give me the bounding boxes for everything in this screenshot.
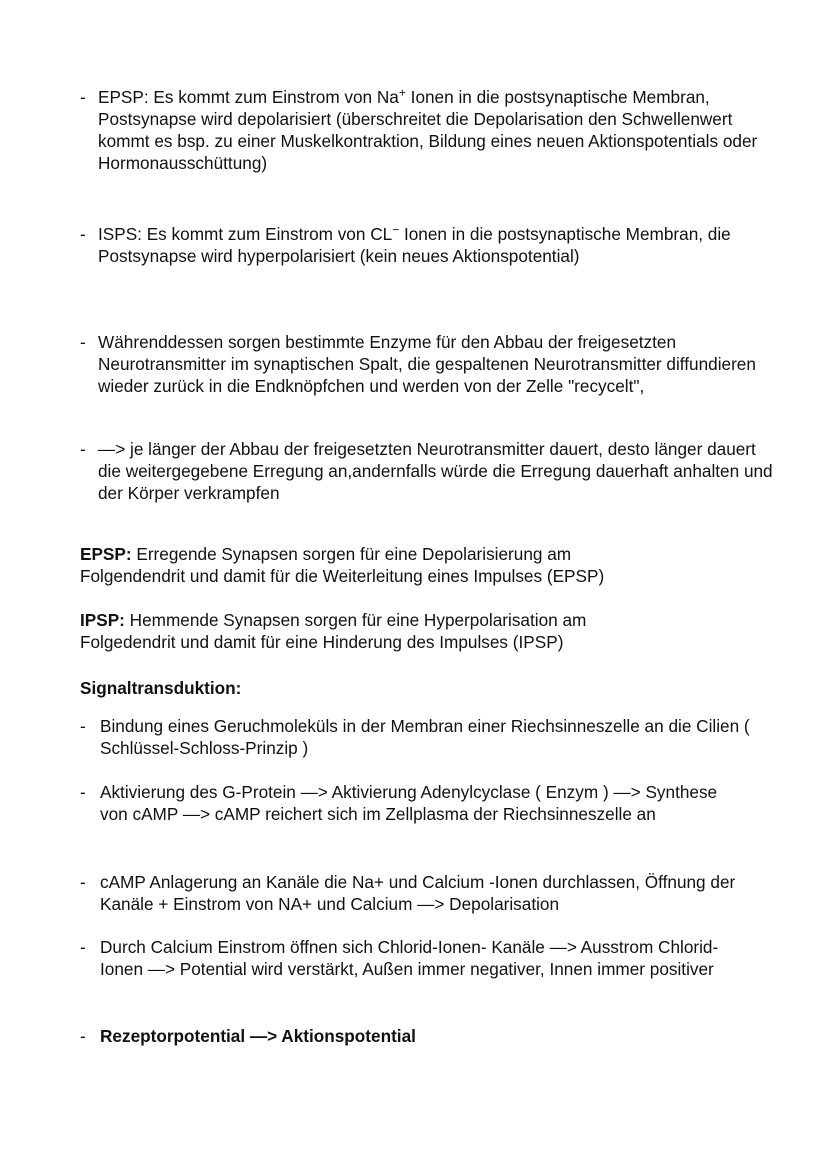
superscript-plus: + <box>398 85 406 100</box>
definition-term: EPSP: <box>80 544 132 564</box>
bullet-isps-einstrom <box>80 223 780 267</box>
bullet-text: Rezeptorpotential —> Aktionspotential <box>100 1026 416 1046</box>
bullet-dash: - <box>80 716 86 736</box>
bullet-dash: - <box>80 872 86 892</box>
superscript-minus: − <box>392 222 400 237</box>
bullet-dash: - <box>80 1026 86 1046</box>
bullet-dash: - <box>80 332 86 352</box>
bullet-text: EPSP: Es kommt zum Einstrom von Na+ Ionen in die postsynaptische Membran, Postsynapse wird depolarisiert (überschreitet die Depolarisation den Schwellenwert kommt es bsp. zu einer Muskelkontraktion, Bildung eines neuen Aktionspotentials oder Hormonausschüttung) <box>98 85 758 173</box>
bullet-dash: - <box>80 782 86 802</box>
bullet-aktivierung <box>80 781 740 825</box>
bullet-dash: - <box>80 439 86 459</box>
bullet-text: ISPS: Es kommt zum Einstrom von CL− Ionen in die postsynaptische Membran, die Postsynapse wird hyperpolarisiert (kein neues Aktionspotential) <box>98 222 731 266</box>
bullet-dash: - <box>80 937 86 957</box>
bullet-text: Durch Calcium Einstrom öffnen sich Chlorid-Ionen- Kanäle —> Ausstrom Chlorid-Ionen —> Potential wird verstärkt, Außen immer negativer, Innen immer positiver <box>100 937 719 979</box>
bullet-enzyme-abbau <box>80 331 780 397</box>
definition-term: IPSP: <box>80 610 125 630</box>
bullet-camp-anlagerung <box>80 871 750 915</box>
definition-ipsp: IPSP: Hemmende Synapsen sorgen für eine Hyperpolarisation am Folgedendrit und damit für eine Hinderung des Impulses (IPSP) <box>80 610 587 652</box>
bullet-rezeptorpotential <box>80 1025 750 1047</box>
bullet-text: Aktivierung des G-Protein —> Aktivierung Adenylcyclase ( Enzym ) —> Synthese von cAMP —> cAMP reichert sich im Zellplasma der Riechsinneszelle an <box>100 782 718 824</box>
signaltransduktion-heading: Signaltransduktion: <box>80 678 242 698</box>
bullet-calcium-einstrom <box>80 936 750 980</box>
definition-epsp: EPSP: Erregende Synapsen sorgen für eine Depolarisierung am Folgendendrit und damit für die Weiterleitung eines Impulses (EPSP) <box>80 544 605 586</box>
bullet-dash: - <box>80 224 86 244</box>
bullet-abbau-dauer <box>80 438 780 504</box>
bullet-text: Bindung eines Geruchmoleküls in der Membran einer Riechsinneszelle an die Cilien ( Schlüssel-Schloss-Prinzip ) <box>100 716 750 758</box>
bullet-text: cAMP Anlagerung an Kanäle die Na+ und Calcium -Ionen durchlassen, Öffnung der Kanäle + Einstrom von NA+ und Calcium —> Depolarisation <box>100 872 736 914</box>
bullet-text: —> je länger der Abbau der freigesetzten Neurotransmitter dauert, desto länger dauert die weitergegebene Erregung an,andernfalls würde die Erregung dauerhaft anhalten und der Körper verkrampfen <box>98 439 773 503</box>
bullet-dash: - <box>80 87 86 107</box>
bullet-epsp-einstrom <box>80 86 780 174</box>
bullet-text: Währenddessen sorgen bestimmte Enzyme für den Abbau der freigesetzten Neurotransmitter im synaptischen Spalt, die gespaltenen Neurotransmitter diffundieren wieder zurück in die Endknöpfchen und werden von der Zelle "recycelt", <box>98 332 756 396</box>
bullet-bindung <box>80 715 760 759</box>
